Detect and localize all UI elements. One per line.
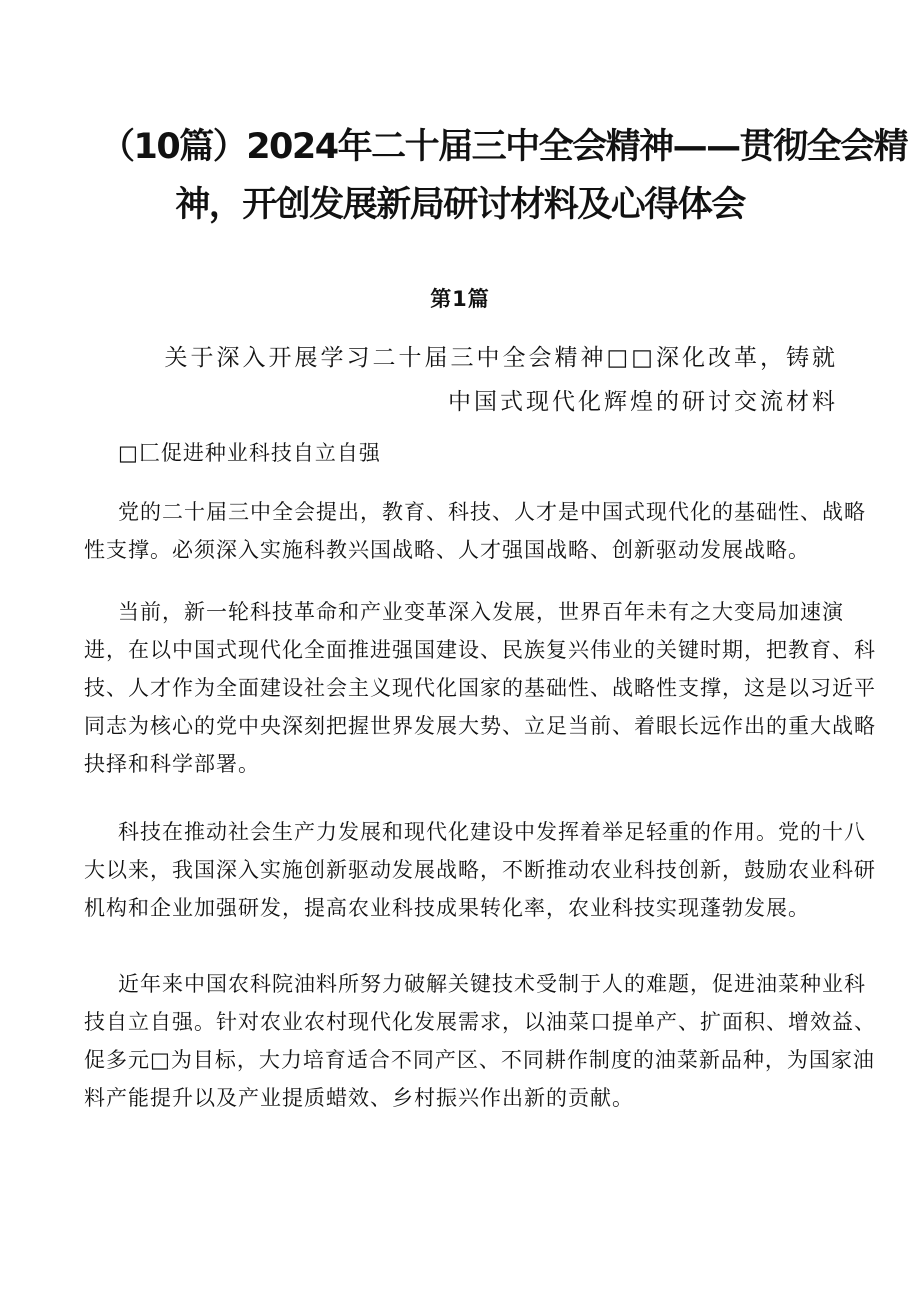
document-title <box>100 118 908 234</box>
section-heading: □匚促进种业科技自立自强 <box>118 441 381 465</box>
paragraph-line: 性支撑。必须深入实施科教兴国战略、人才强国战略、创新驱动发展战略。 <box>84 538 810 562</box>
piece-label: 第1篇 <box>430 287 490 311</box>
paragraph-line: 技自立自强。针对农业农村现代化发展需求，以油菜口提单产、扩面积、增效益、 <box>84 1010 876 1034</box>
paragraph-line: 机构和企业加强研发，提高农业科技成果转化率，农业科技实现蓬勃发展。 <box>84 896 810 920</box>
paragraph <box>84 593 876 783</box>
article-subtitle <box>118 336 838 424</box>
paragraph-line: 近年来中国农科院油料所努力破解关键技术受制于人的难题，促进油菜种业科 <box>118 972 866 996</box>
paragraph <box>84 493 866 569</box>
title-line: 神，开创发展新局研讨材料及心得体会 <box>175 185 745 225</box>
paragraph-line: 技、人才作为全面建设社会主义现代化国家的基础性、战略性支撑，这是以习近平 <box>84 676 876 700</box>
paragraph <box>84 965 876 1117</box>
subtitle-line: 关于深入开展学习二十届三中全会精神□□深化改革，铸就 <box>164 345 838 371</box>
paragraph-line: 料产能提升以及产业提质蜡效、乡村振兴作出新的贡献。 <box>84 1086 634 1110</box>
subtitle-line: 中国式现代化辉煌的研讨交流材料 <box>448 389 838 415</box>
paragraph-line: 当前，新一轮科技革命和产业变革深入发展，世界百年未有之大变局加速演 <box>118 600 844 624</box>
paragraph-line: 进，在以中国式现代化全面推进强国建设、民族复兴伟业的关键时期，把教育、科 <box>84 638 876 662</box>
title-line: （10篇）2024年二十届三中全会精神——贯彻全会精 <box>100 127 908 167</box>
paragraph-line: 科技在推动社会生产力发展和现代化建设中发挥着举足轻重的作用。党的十八 <box>118 820 866 844</box>
paragraph <box>84 813 876 927</box>
paragraph-line: 党的二十届三中全会提出，教育、科技、人才是中国式现代化的基础性、战略 <box>118 500 866 524</box>
paragraph-line: 同志为核心的党中央深刻把握世界发展大势、立足当前、着眼长远作出的重大战略 <box>84 714 876 738</box>
paragraph-line: 抉择和科学部署。 <box>84 752 260 776</box>
paragraph-line: 促多元□为目标，大力培育适合不同产区、不同耕作制度的油菜新品种，为国家油 <box>84 1048 875 1072</box>
paragraph-line: 大以来，我国深入实施创新驱动发展战略，不断推动农业科技创新，鼓励农业科研 <box>84 858 876 882</box>
